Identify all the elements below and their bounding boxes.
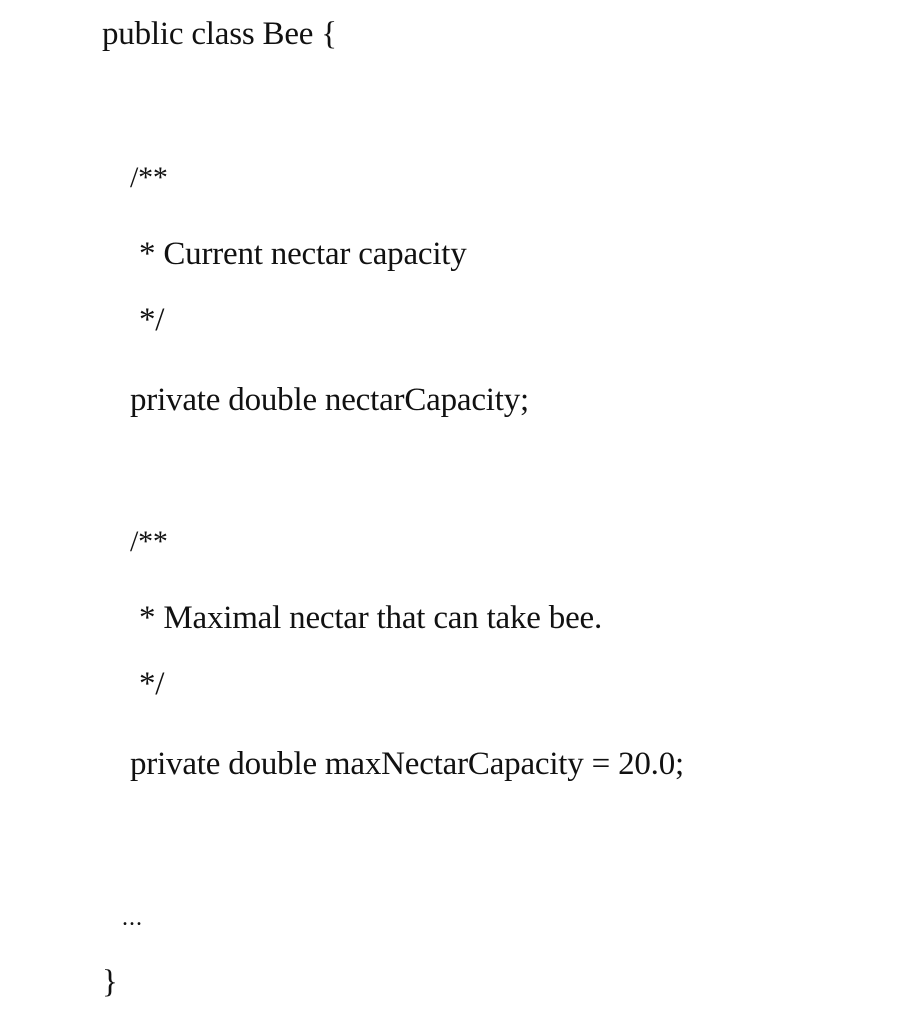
class-close-line: } [102,964,118,1000]
doc-comment-close-line: */ [139,302,165,338]
doc-comment-open-line: /** [130,161,168,194]
field-declaration-line: private double maxNectarCapacity = 20.0; [130,746,684,782]
doc-comment-body-line: * Maximal nectar that can take bee. [139,600,603,636]
ellipsis-line: ... [122,905,143,931]
doc-comment-close-line: */ [139,666,165,702]
doc-comment-open-line: /** [130,525,168,558]
field-declaration-line: private double nectarCapacity; [130,382,529,418]
doc-comment-body-line: * Current nectar capacity [139,236,467,272]
class-declaration-line: public class Bee { [102,16,337,52]
